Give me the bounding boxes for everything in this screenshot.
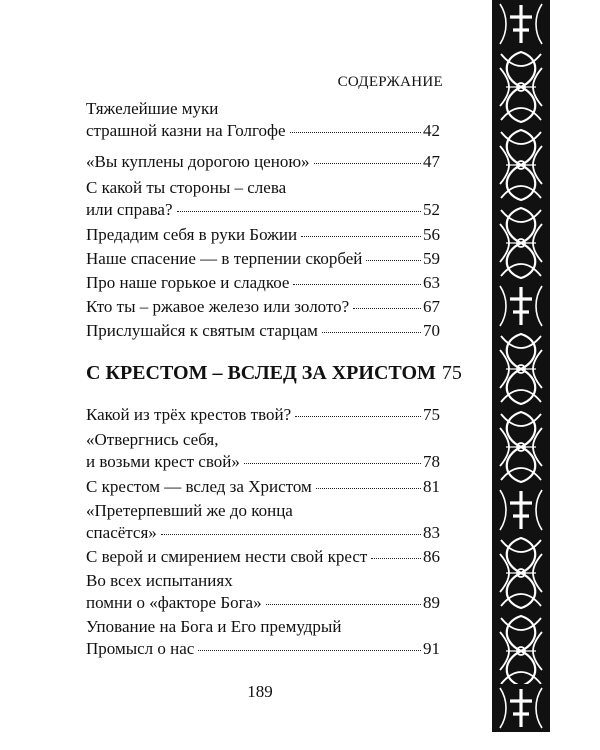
toc-page-number: 63	[423, 273, 440, 292]
toc-page-number: 70	[423, 321, 440, 340]
toc-entry	[86, 546, 440, 568]
ornament-border	[492, 0, 550, 732]
dot-leader	[295, 415, 421, 417]
page-number: 189	[247, 682, 273, 701]
toc-page-number: 75	[423, 405, 440, 424]
dot-leader	[314, 162, 421, 164]
toc-entry-title: Какой из трёх крестов твой?	[86, 405, 292, 424]
toc-entry-title: С верой и смирением нести свой крест	[86, 547, 368, 566]
toc-entry-title: Прислушайся к святым старцам	[86, 321, 318, 340]
toc-entry	[86, 248, 440, 270]
toc-entry	[86, 500, 440, 544]
toc-page-number: 75	[441, 362, 462, 384]
dot-leader	[177, 210, 421, 212]
dot-leader	[161, 533, 421, 535]
toc-entry	[86, 429, 440, 473]
toc-entry	[86, 177, 440, 221]
toc-page-number: 42	[423, 121, 440, 140]
dot-leader	[322, 331, 421, 333]
toc-entry-title: Тяжелейшие муки	[86, 99, 219, 118]
toc-entry-title: спасётся»	[86, 523, 157, 542]
toc-entry-title: «Претерпевший же до конца	[86, 501, 293, 520]
toc-page-number: 89	[423, 593, 440, 612]
toc-entry-title: «Вы куплены дорогою ценою»	[86, 152, 310, 171]
toc-page-number: 56	[423, 225, 440, 244]
running-head: СОДЕРЖАНИЕ	[337, 74, 443, 90]
toc-entry	[86, 616, 440, 660]
toc-entry	[86, 404, 440, 426]
toc-entry-title: «Отвергнись себя,	[86, 430, 219, 449]
toc-entry	[86, 224, 440, 246]
toc-entry-title: С какой ты стороны – слева	[86, 178, 287, 197]
dot-leader	[353, 307, 421, 309]
toc-entry-title: Промысл о нас	[86, 639, 195, 658]
toc-entry-title: Во всех испытаниях	[86, 571, 233, 590]
toc-entry	[86, 320, 440, 342]
toc-entry-title: или справа?	[86, 200, 173, 219]
dot-leader	[301, 235, 421, 237]
toc-entry-title: Упование на Бога и Его премудрый	[86, 617, 342, 636]
toc-entry-title: и возьми крест свой»	[86, 452, 240, 471]
toc-entry	[86, 476, 440, 498]
toc-page-number: 83	[423, 523, 440, 542]
dot-leader	[290, 131, 421, 133]
dot-leader	[266, 603, 421, 605]
toc-page-number: 86	[423, 547, 440, 566]
dot-leader	[371, 557, 421, 559]
toc-page-number: 59	[423, 249, 440, 268]
toc-entry-title: Про наше горькое и сладкое	[86, 273, 290, 292]
toc-page-number: 81	[423, 477, 440, 496]
toc-entry-title: Кто ты – ржавое железо или золото?	[86, 297, 350, 316]
section-title: С КРЕСТОМ – ВСЛЕД ЗА ХРИСТОМ	[86, 362, 436, 384]
toc-entry	[86, 296, 440, 318]
toc-entry-title: Наше спасение — в терпении скорбей	[86, 249, 363, 268]
toc-entry	[86, 98, 440, 142]
toc-page-number: 78	[423, 452, 440, 471]
toc-entry-title: С крестом — вслед за Христом	[86, 477, 312, 496]
toc-page-number: 91	[423, 639, 440, 658]
dot-leader	[198, 649, 421, 651]
toc-entry-title: страшной казни на Голгофе	[86, 121, 286, 140]
toc-entry	[86, 272, 440, 294]
dot-leader	[244, 462, 421, 464]
dot-leader	[316, 487, 421, 489]
toc-entry-title: помни о «факторе Бога»	[86, 593, 262, 612]
toc-page-number: 47	[423, 152, 440, 171]
toc-page-number: 52	[423, 200, 440, 219]
dot-leader	[366, 259, 421, 261]
toc-entry-title: Предадим себя в руки Божии	[86, 225, 298, 244]
toc-page-number: 67	[423, 297, 440, 316]
section-heading	[86, 362, 462, 384]
toc-entry	[86, 151, 440, 173]
toc-entry	[86, 570, 440, 614]
dot-leader	[293, 283, 421, 285]
